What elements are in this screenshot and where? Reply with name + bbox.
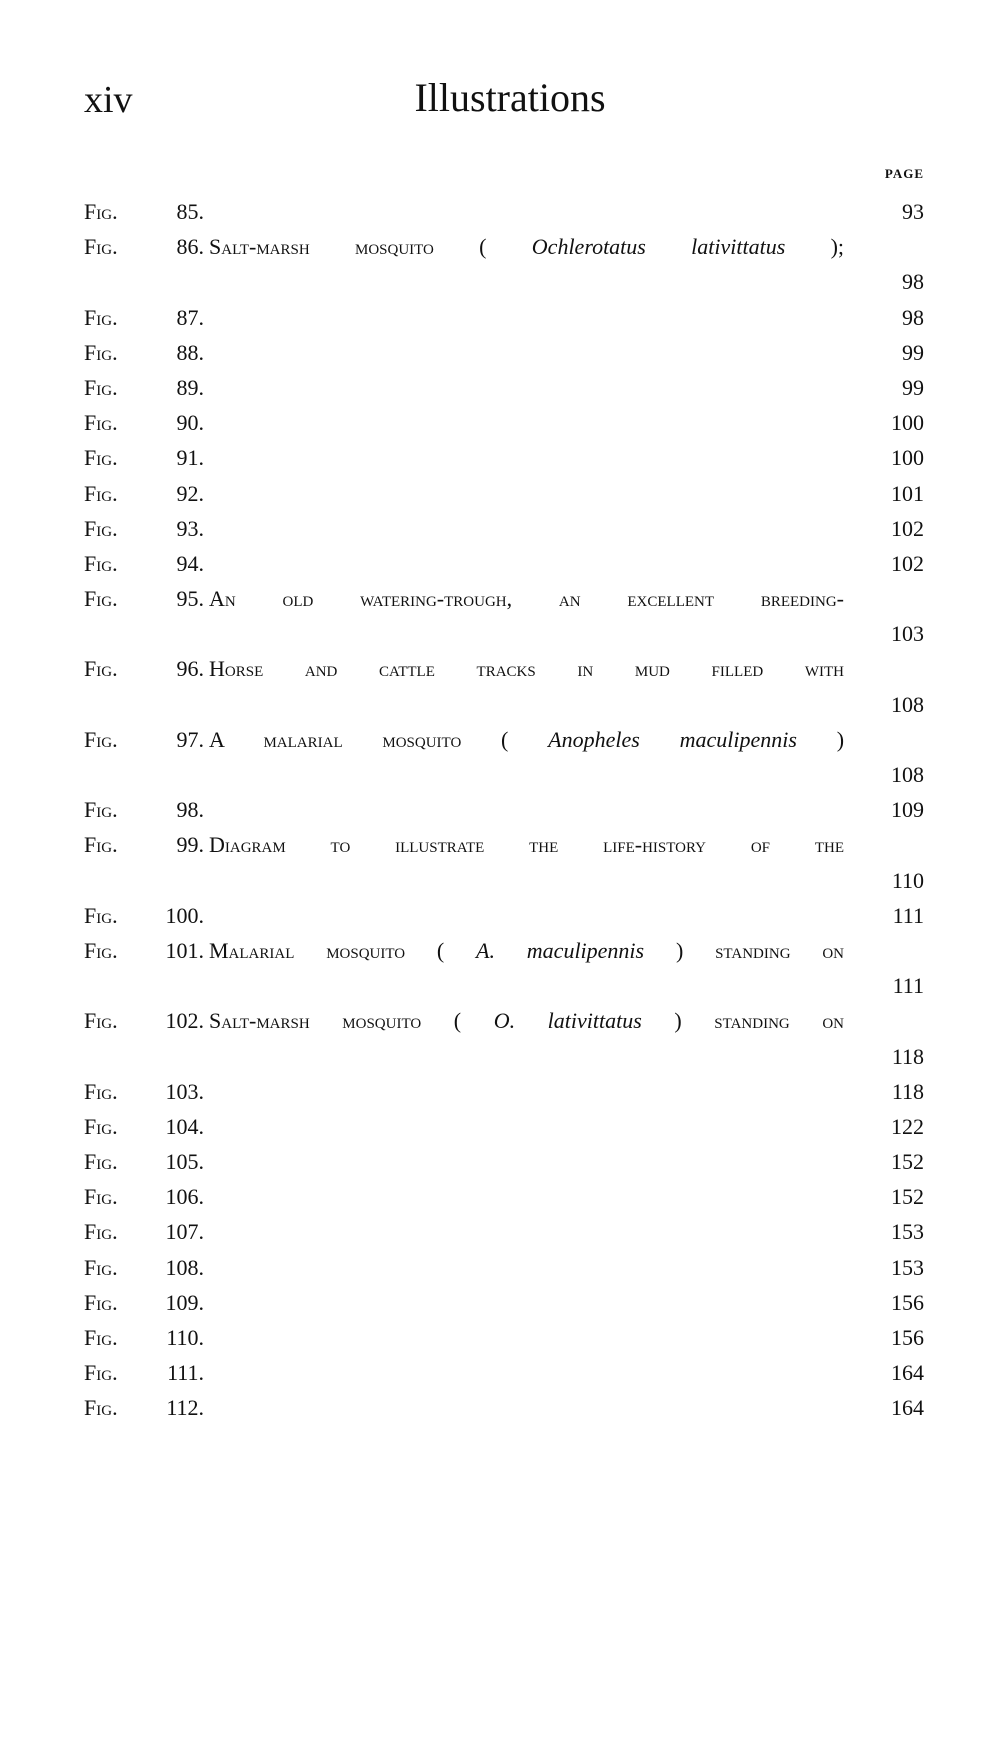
page-number: 118 — [891, 1043, 924, 1069]
figure-prefix: Fig. — [84, 234, 118, 260]
caption-segment: Diagram to illustrate the life-history of the — [209, 832, 844, 858]
page-number: 102 — [891, 515, 924, 541]
figure-number: 93. — [176, 515, 204, 541]
page-number: 98 — [902, 269, 924, 295]
figure-label — [84, 1320, 204, 1355]
figure-prefix: Fig. — [84, 339, 118, 365]
page-number: 98 — [902, 304, 924, 330]
caption-segment: Malarial mosquito ( — [209, 937, 445, 963]
figure-label — [84, 476, 204, 511]
list-item — [84, 722, 924, 757]
caption-segment: ) standing on — [674, 1008, 844, 1034]
figure-label — [84, 898, 204, 933]
list-item — [84, 335, 924, 370]
figure-prefix: Fig. — [84, 1184, 118, 1210]
figure-prefix: Fig. — [84, 199, 118, 224]
list-item — [84, 1355, 924, 1390]
page-number: 152 — [891, 1149, 924, 1175]
figure-label — [84, 581, 204, 616]
caption-segment: ) — [836, 726, 844, 752]
entry-caption — [209, 651, 844, 686]
figure-label — [84, 229, 204, 264]
figure-prefix: Fig. — [84, 586, 118, 612]
figure-number: 97. — [176, 726, 204, 752]
entry-caption — [209, 229, 844, 264]
figure-number: 96. — [176, 656, 204, 682]
figure-prefix: Fig. — [84, 1078, 118, 1104]
figure-number: 102. — [165, 1008, 204, 1034]
figure-number: 87. — [176, 304, 204, 330]
list-item — [84, 440, 924, 475]
figure-prefix: Fig. — [84, 304, 118, 330]
figure-label — [84, 1109, 204, 1144]
list-item — [84, 1285, 924, 1320]
figure-label — [84, 651, 204, 686]
figure-number: 112. — [166, 1395, 204, 1421]
figure-number: 88. — [176, 339, 204, 365]
figure-prefix: Fig. — [84, 1289, 118, 1315]
figure-prefix: Fig. — [84, 1008, 118, 1034]
page-title: Illustrations — [414, 75, 606, 120]
figure-label — [84, 1355, 204, 1390]
figure-label — [84, 1214, 204, 1249]
figure-number: 92. — [176, 480, 204, 506]
page-number: 100 — [891, 445, 924, 471]
figure-prefix: Fig. — [84, 1254, 118, 1280]
list-item-continuation — [84, 757, 924, 792]
figure-number: 98. — [176, 797, 204, 823]
page-number: 100 — [891, 410, 924, 436]
figure-label — [84, 546, 204, 581]
page-number: 99 — [902, 374, 924, 400]
list-item-continuation — [84, 1039, 924, 1074]
list-item-continuation — [84, 863, 924, 898]
page-number: 103 — [891, 621, 924, 647]
page-number: 118 — [891, 1078, 924, 1104]
page-number: 156 — [891, 1325, 924, 1350]
species-name: A. maculipennis — [476, 937, 645, 963]
page-number: 153 — [891, 1254, 924, 1280]
figure-label — [84, 933, 204, 968]
page-number: 111 — [892, 902, 924, 928]
page-folio: xiv — [84, 79, 133, 121]
list-item — [84, 581, 924, 616]
figure-number: 108. — [165, 1254, 204, 1280]
figure-label — [84, 511, 204, 546]
list-item — [84, 1144, 924, 1179]
list-item — [84, 1179, 924, 1214]
page-number: 164 — [891, 1360, 924, 1386]
figure-number: 95. — [176, 586, 204, 612]
page-number: 110 — [891, 867, 924, 893]
figure-label — [84, 370, 204, 405]
page-number: 153 — [891, 1219, 924, 1245]
page-number: 164 — [891, 1395, 924, 1421]
page-number: 93 — [902, 199, 924, 224]
list-item — [84, 1003, 924, 1038]
caption-segment: Horse and cattle tracks in mud filled with — [209, 656, 844, 682]
figure-number: 101. — [165, 937, 204, 963]
figure-prefix: Fig. — [84, 726, 118, 752]
figure-number: 90. — [176, 410, 204, 436]
figure-label — [84, 335, 204, 370]
figure-prefix: Fig. — [84, 515, 118, 541]
caption-segment: ) standing on — [675, 937, 844, 963]
figure-number: 105. — [165, 1149, 204, 1175]
list-item — [84, 300, 924, 335]
page-number: 109 — [891, 797, 924, 823]
figure-number: 91. — [176, 445, 204, 471]
illustrations-list — [84, 194, 924, 1426]
list-item — [84, 1250, 924, 1285]
figure-number: 99. — [176, 832, 204, 858]
figure-number: 100. — [165, 902, 204, 928]
species-name: Ochlerotatus lativittatus — [531, 234, 786, 260]
page-number: 108 — [891, 691, 924, 717]
figure-label — [84, 440, 204, 475]
figure-prefix: Fig. — [84, 374, 118, 400]
figure-prefix: Fig. — [84, 1219, 118, 1245]
figure-number: 109. — [165, 1289, 204, 1315]
figure-number: 89. — [176, 374, 204, 400]
figure-number: 86. — [176, 234, 204, 260]
figure-prefix: Fig. — [84, 1395, 118, 1421]
page-number: 152 — [891, 1184, 924, 1210]
list-item — [84, 1320, 924, 1355]
list-item — [84, 194, 924, 229]
figure-number: 85. — [176, 199, 204, 224]
list-item — [84, 370, 924, 405]
list-item — [84, 511, 924, 546]
list-item — [84, 933, 924, 968]
figure-prefix: Fig. — [84, 1360, 118, 1386]
figure-prefix: Fig. — [84, 410, 118, 436]
page-number: 122 — [891, 1113, 924, 1139]
figure-label — [84, 1074, 204, 1109]
figure-prefix: Fig. — [84, 797, 118, 823]
figure-number: 107. — [165, 1219, 204, 1245]
entry-caption — [209, 581, 844, 616]
page-number: 111 — [892, 973, 924, 999]
list-item — [84, 1390, 924, 1425]
list-item-continuation — [84, 968, 924, 1003]
figure-label — [84, 1285, 204, 1320]
figure-prefix: Fig. — [84, 1113, 118, 1139]
figure-label — [84, 1250, 204, 1285]
figure-label — [84, 405, 204, 440]
caption-segment: A malarial mosquito ( — [209, 726, 509, 752]
figure-number: 111. — [167, 1360, 204, 1386]
page-column-label: PAGE — [884, 166, 924, 181]
page-number: 156 — [891, 1289, 924, 1315]
page-number: 99 — [902, 339, 924, 365]
caption-segment: Salt-marsh mosquito ( — [209, 1008, 462, 1034]
figure-label — [84, 722, 204, 757]
figure-number: 94. — [176, 550, 204, 576]
figure-prefix: Fig. — [84, 902, 118, 928]
figure-number: 104. — [165, 1113, 204, 1139]
entry-caption — [209, 933, 844, 968]
caption-segment: An old watering-trough, an excellent breeding- — [209, 586, 844, 612]
list-item — [84, 898, 924, 933]
page-number: 108 — [891, 762, 924, 787]
figure-label — [84, 827, 204, 862]
figure-label — [84, 194, 204, 229]
list-item — [84, 792, 924, 827]
figure-number: 106. — [165, 1184, 204, 1210]
figure-label — [84, 1390, 204, 1425]
entry-caption — [209, 1003, 844, 1038]
list-item — [84, 229, 924, 264]
list-item — [84, 827, 924, 862]
list-item — [84, 1109, 924, 1144]
figure-prefix: Fig. — [84, 937, 118, 963]
page-number: 101 — [891, 480, 924, 506]
figure-number: 110. — [166, 1325, 204, 1350]
figure-label — [84, 1003, 204, 1038]
list-item-continuation — [84, 264, 924, 299]
caption-segment: ); — [830, 234, 844, 260]
list-item — [84, 546, 924, 581]
entry-caption — [209, 827, 844, 862]
figure-number: 103. — [165, 1078, 204, 1104]
list-item — [84, 651, 924, 686]
figure-prefix: Fig. — [84, 656, 118, 682]
figure-prefix: Fig. — [84, 1325, 118, 1350]
figure-prefix: Fig. — [84, 550, 118, 576]
figure-label — [84, 1179, 204, 1214]
entry-caption — [209, 722, 844, 757]
page-number: 102 — [891, 550, 924, 576]
list-item — [84, 1074, 924, 1109]
list-item — [84, 405, 924, 440]
figure-label — [84, 1144, 204, 1179]
figure-label — [84, 792, 204, 827]
list-item-continuation — [84, 616, 924, 651]
list-item — [84, 476, 924, 511]
list-item — [84, 1214, 924, 1249]
figure-prefix: Fig. — [84, 832, 118, 858]
figure-prefix: Fig. — [84, 1149, 118, 1175]
caption-segment: Salt-marsh mosquito ( — [209, 234, 487, 260]
list-item-continuation — [84, 687, 924, 722]
species-name: O. lativittatus — [493, 1008, 642, 1034]
figure-prefix: Fig. — [84, 445, 118, 471]
figure-label — [84, 300, 204, 335]
figure-prefix: Fig. — [84, 480, 118, 506]
species-name: Anopheles maculipennis — [548, 726, 797, 752]
